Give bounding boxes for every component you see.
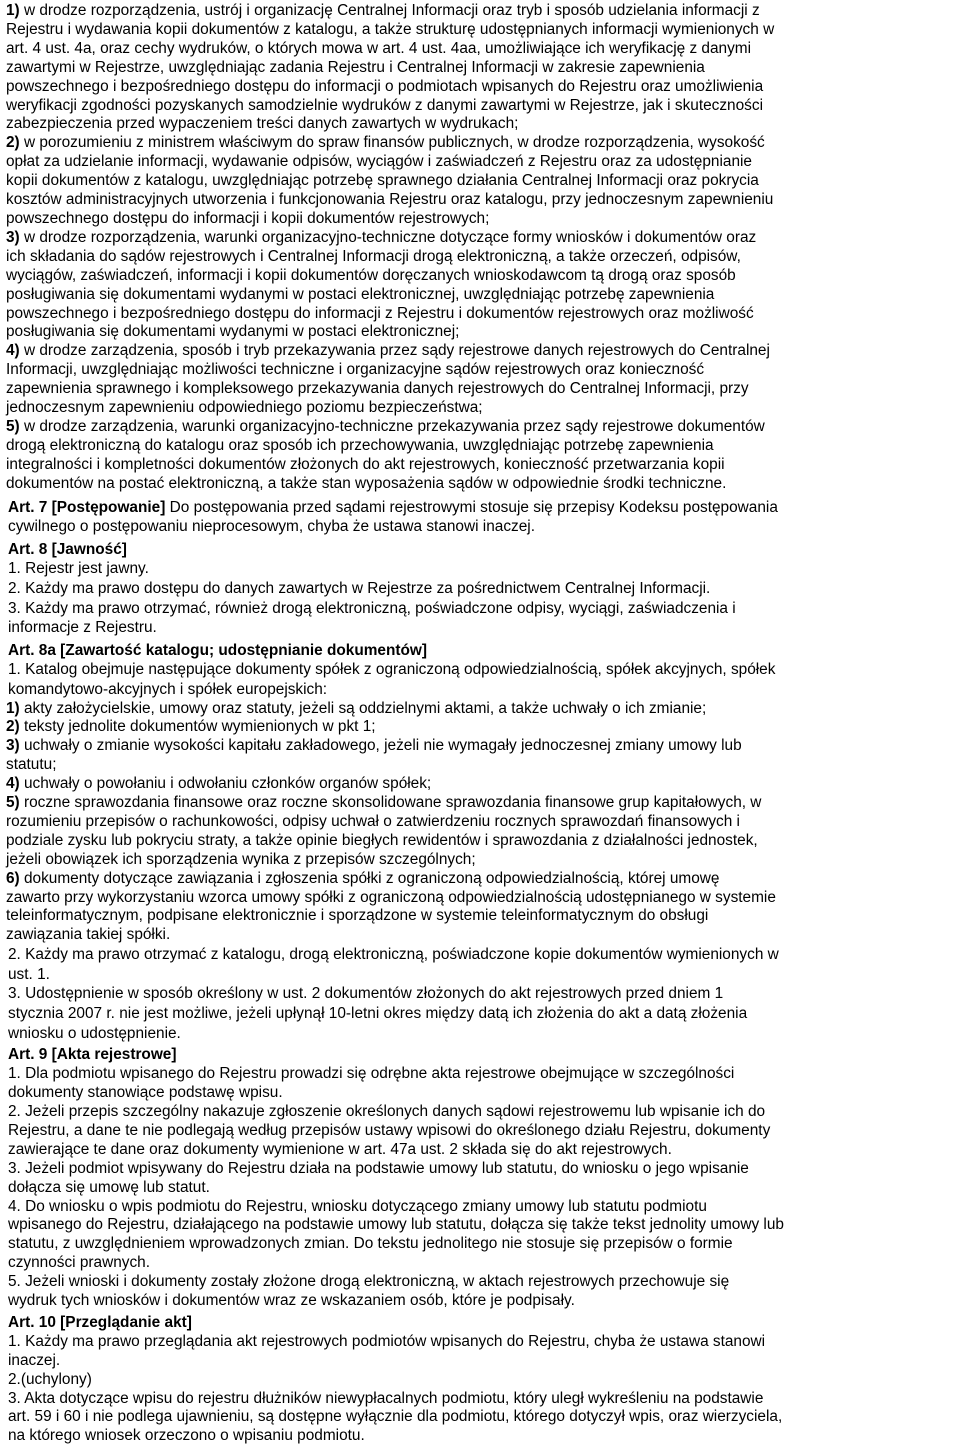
item-text: w drodze rozporządzenia, warunki organizacyjno-techniczne dotyczące formy wniosków i dokumentów oraz ich składania do sądów rejestrowych i Centralnej Informacji drogą elektroniczną, a także orzeczeń, odpisów, wyciągów, zaświadczeń, informacji i kopii dokumentów doręczanych wnioskodawcom tą drogą oraz sposób posługiwania się dokumentami wydanymi w postaci elektronicznej, uwzględniając potrzebę zapewnienia powszechnego i bezpośredniego dostępu do informacji z Rejestru i dokumentów rejestrowych oraz możliwość posługiwania się dokumentami wydanymi w postaci elektronicznej; <box>6 228 757 341</box>
list-item <box>6 700 956 719</box>
item-text: uchwały o zmianie wysokości kapitału zakładowego, jeżeli nie wymagały jednoczesnej zmiany umowy lub statutu; <box>6 737 742 774</box>
article-paragraph: 2. Jeżeli przepis szczególny nakazuje zgłoszenie określonych danych sądowi rejestrowemu lub wpisanie ich do Rejestru, a dane te nie podlegają według przepisów ustawy wpisowi do określonego działu Rejestru, dokumenty zawierające te dane oraz dokumenty wymienione w art. 47a ust. 2 składa się do akt rejestrowych. <box>8 1102 771 1158</box>
item-number: 4) <box>6 342 20 360</box>
article-9 <box>6 1046 956 1311</box>
list-item <box>6 134 956 229</box>
article-paragraph: 2.(uchylony) <box>8 1370 92 1388</box>
list-item <box>6 870 956 946</box>
item-text: w drodze zarządzenia, warunki organizacyjno-techniczne przekazywania przez sądy rejestrowe dokumentów drogą elektroniczną do katalogu oraz sposób ich przechowywania, uwzględniając potrzebę zapewnienia integralności i kompletności dokumentów złożonych do akt rejestrowych, konieczność przetwarzania kopii dokumentów na postać elektroniczną, a także stan wyposażenia sądów w odpowiednie środki techniczne. <box>6 417 765 492</box>
article-paragraph: 3. Udostępnienie w sposób określony w ust. 2 dokumentów złożonych do akt rejestrowych przed dniem 1 stycznia 2007 r. nie jest możliwe, jeżeli upłynął 10-letni okres między datą ich złożenia do akt a datą złożenia wniosku o udostępnienie. <box>8 985 748 1042</box>
article-paragraph: 1. Rejestr jest jawny. <box>8 560 149 578</box>
article-heading: Art. 7 [Postępowanie] <box>8 498 166 516</box>
item-number: 1) <box>6 2 20 19</box>
item-text: uchwały o powołaniu i odwołaniu członków organów spółek; <box>19 775 432 793</box>
article-heading: Art. 8 [Jawność] <box>8 540 127 558</box>
item-number: 6) <box>6 869 20 887</box>
list-item <box>6 737 956 775</box>
article-paragraph: 2. Każdy ma prawo dostępu do danych zawartych w Rejestrze za pośrednictwem Centralnej Informacji. <box>8 579 711 597</box>
article-10 <box>6 1314 956 1446</box>
article-paragraph: 5. Jeżeli wnioski i dokumenty zostały złożone drogą elektroniczną, w aktach rejestrowych przechowuje się wydruk tych wniosków i dokumentów wraz ze wskazaniem osób, które je podpisały. <box>8 1273 730 1310</box>
list-item <box>6 418 956 494</box>
article-paragraph: 2. Każdy ma prawo otrzymać z katalogu, drogą elektroniczną, poświadczone kopie dokumentów wymienionych w ust. 1. <box>8 946 779 983</box>
article-paragraph <box>6 498 956 537</box>
item-text: w porozumieniu z ministrem właściwym do spraw finansów publicznych, w drodze rozporządzenia, wysokość opłat za udzielanie informacji, wydawanie odpisów, wyciągów i zaświadczeń z Rejestru oraz za udostępnianie kopii dokumentów z katalogu, uwzględniając potrzebę sprawnego działania Centralnej Informacji oraz pokrycia kosztów administracyjnych utworzenia i funkcjonowania Rejestru oraz katalogu, przy jednoczesnym zapewnieniu powszechnego dostępu do informacji i kopii dokumentów rejestrowych; <box>6 134 774 227</box>
item-number: 2) <box>6 718 20 736</box>
article-paragraph: 3. Każdy ma prawo otrzymać, również drogą elektroniczną, poświadczone odpisy, wyciągi, zaświadczenia i informacje z Rejestru. <box>8 599 736 637</box>
item-number: 5) <box>6 794 20 812</box>
item-text: dokumenty dotyczące zawiązania i zgłoszenia spółki z ograniczoną odpowiedzialnością, której umowę zawarto przy wykorzystaniu wzorca umowy spółki z ograniczoną odpowiedzialnością udostępnianego w systemie teleinformatycznym, podpisane elektronicznie i sporządzone w systemie teleinformatycznym do obsługi zawiązania takiej spółki. <box>6 869 776 944</box>
item-text: w drodze rozporządzenia, ustrój i organizację Centralnej Informacji oraz tryb i sposób udzielania informacji z Rejestru i wydawania kopii dokumentów z katalogu, a także strukturę udostępnianych informacji wymienionych w art. 4 ust. 4a, oraz cechy wydruków, o których mowa w art. 4 ust. 4aa, umożliwiające ich weryfikację z danymi zawartymi w Rejestrze, uwzględniając zadania Rejestru i Centralnej Informacji w zakresie zapewnienia powszechnego i bezpośredniego dostępu do informacji o podmiotach wpisanych do Rejestru oraz umożliwienia weryfikacji zgodności pozyskanych samodzielnie wydruków z danymi zawartymi w Rejestrze, jak i skuteczności zabezpieczenia przed wypaczeniem treści danych zawartych w wydrukach; <box>6 2 775 133</box>
list-item <box>6 2 956 134</box>
catalog-list <box>6 700 956 946</box>
article-paragraph: 1. Katalog obejmuje następujące dokumenty spółek z ograniczoną odpowiedzialnością, spółek akcyjnych, spółek komandytowo-akcyjnych i spółek europejskich: <box>8 661 776 698</box>
article-heading: Art. 9 [Akta rejestrowe] <box>8 1046 177 1064</box>
list-item <box>6 229 956 342</box>
item-number: 1) <box>6 699 20 717</box>
article-7 <box>6 498 956 537</box>
section-delegations <box>6 2 956 494</box>
list-item <box>6 794 956 870</box>
article-heading: Art. 10 [Przeglądanie akt] <box>8 1313 192 1331</box>
item-number: 2) <box>6 134 20 152</box>
article-heading: Art. 8a [Zawartość katalogu; udostępnianie dokumentów] <box>8 641 428 659</box>
article-paragraph: 4. Do wniosku o wpis podmiotu do Rejestru, wniosku dotyczącego zmiany umowy lub statutu podmiotu wpisanego do Rejestru, działającego na podstawie umowy lub statutu, dołącza się także tekst jednolity umowy lub statutu, z uwzględnieniem wprowadzonych zmian. Do tekstu jednolitego nie stosuje się przepisów o formie czynności prawnych. <box>8 1197 784 1272</box>
article-text: Do postępowania przed sądami rejestrowymi stosuje się przepisy Kodeksu postępowania cywilnego o postępowaniu nieprocesowym, chyba że ustawa stanowi inaczej. <box>8 498 778 536</box>
item-number: 4) <box>6 775 20 793</box>
item-number: 3) <box>6 228 20 246</box>
item-text: akty założycielskie, umowy oraz statuty, jeżeli są oddzielnymi aktami, a także uchwały o ich zmianie; <box>19 699 707 717</box>
article-8 <box>6 540 956 638</box>
list-item <box>6 775 956 794</box>
list-item <box>6 718 956 737</box>
item-text: teksty jednolite dokumentów wymienionych w pkt 1; <box>19 718 376 736</box>
article-8a <box>6 641 956 1044</box>
list-item <box>6 342 956 418</box>
item-number: 3) <box>6 737 20 755</box>
item-number: 5) <box>6 417 20 435</box>
item-text: roczne sprawozdania finansowe oraz roczne skonsolidowane sprawozdania finansowe grup kapitałowych, w rozumieniu przepisów o rachunkowości, odpisy uchwał o zatwierdzeniu rocznych sprawozdań finansowych i podziale zysku lub pokryciu straty, a także opinie biegłych rewidentów i sprawozdania z działalności jednostek, jeżeli obowiązek ich sporządzenia wynika z przepisów szczególnych; <box>6 794 762 868</box>
article-paragraph: 1. Każdy ma prawo przeglądania akt rejestrowych podmiotów wpisanych do Rejestru, chyba że ustawa stanowi inaczej. <box>8 1332 766 1369</box>
article-paragraph: 3. Jeżeli podmiot wpisywany do Rejestru działa na podstawie umowy lub statutu, do wniosku o jego wpisanie dołącza się umowę lub statut. <box>8 1159 749 1196</box>
article-paragraph: 1. Dla podmiotu wpisanego do Rejestru prowadzi się odrębne akta rejestrowe obejmujące w szczególności dokumenty stanowiące podstawę wpisu. <box>8 1065 735 1102</box>
article-paragraph: 3. Akta dotyczące wpisu do rejestru dłużników niewypłacalnych podmiotu, który uległ wykreśleniu na podstawie art. 59 i 60 i nie podlega ujawnieniu, są dostępne wyłącznie dla podmiotu, którego dotyczył wpis, oraz wierzyciela, na którego wniosek orzeczono o wpisaniu podmiotu. <box>8 1389 783 1445</box>
item-text: w drodze zarządzenia, sposób i tryb przekazywania przez sądy rejestrowe danych rejestrowych do Centralnej Informacji, uwzględniając możliwości techniczne i organizacyjne sądów rejestrowych oraz konieczność zapewnienia sprawnego i kompleksowego przekazywania danych rejestrowych do Centralnej Informacji, przy jednoczesnym zapewnieniu odpowiedniego poziomu bezpieczeństwa; <box>6 342 770 417</box>
